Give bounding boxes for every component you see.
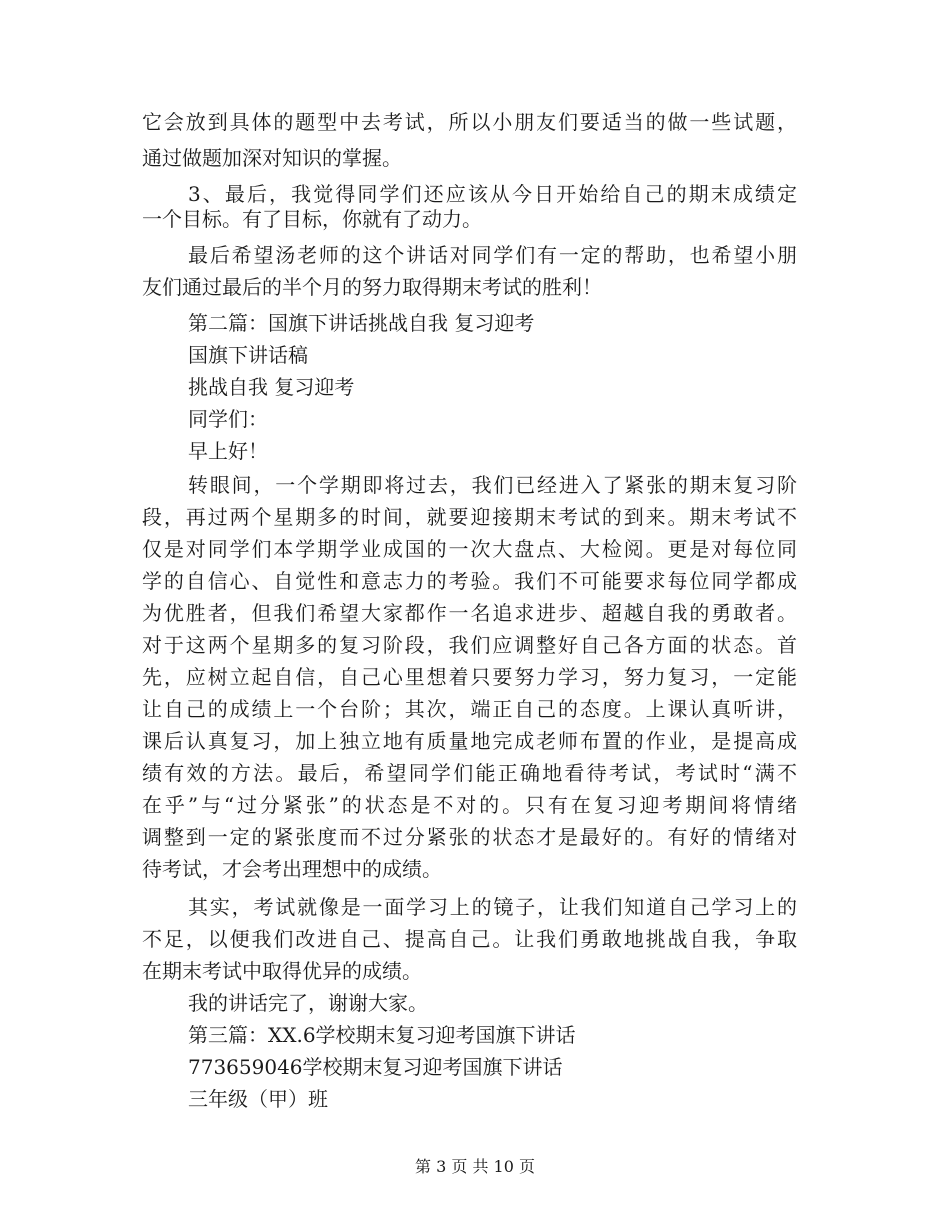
section-heading: 第二篇：国旗下讲话挑战自我 复习迎考 [188,311,535,335]
text-line: 学的自信心、自觉性和意志力的考验。我们不可能要求每位同学都成 [142,569,797,593]
closing-line: 我的讲话完了，谢谢大家。 [188,991,428,1015]
greeting: 早上好！ [188,439,268,463]
text-line: 友们通过最后的半个月的努力取得期末考试的胜利！ [142,275,602,299]
speech-title: 国旗下讲话稿 [188,343,308,367]
speech-subtitle: 挑战自我 复习迎考 [188,375,355,399]
text-line: 为优胜者，但我们希望大家都作一名追求进步、超越自我的勇敢者。 [142,601,797,625]
salutation: 同学们： [188,407,268,431]
text-line: 先，应树立起自信，自己心里想着只要努力学习，努力复习，一定能 [142,665,797,689]
class-name: 三年级（甲）班 [188,1087,328,1111]
text-line: 课后认真复习，加上独立地有质量地完成老师布置的作业，是提高成 [142,729,797,753]
text-line: 调整到一定的紧张度而不过分紧张的状态才是最好的。有好的情绪对 [142,825,797,849]
text-line: 最后希望汤老师的这个讲话对同学们有一定的帮助，也希望小朋 [188,243,797,267]
text-line: 它会放到具体的题型中去考试，所以小朋友们要适当的做一些试题， [142,110,797,134]
text-line: 在期末考试中取得优异的成绩。 [142,959,422,983]
text-line: 让自己的成绩上一个台阶；其次，端正自己的态度。上课认真听讲， [142,697,797,721]
text-line: 待考试，才会考出理想中的成绩。 [142,857,442,881]
text-line: 绩有效的方法。最后，希望同学们能正确地看待考试，考试时“满不 [142,761,797,785]
text-line: 在乎”与“过分紧张”的状态是不对的。只有在复习迎考期间将情绪 [142,793,797,817]
text-line: 段，再过两个星期多的时间，就要迎接期末考试的到来。期末考试不 [142,505,797,529]
text-line: 一个目标。有了目标，你就有了动力。 [142,207,482,231]
text-line: 对于这两个星期多的复习阶段，我们应调整好自己各方面的状态。首 [142,633,797,657]
text-line: 其实，考试就像是一面学习上的镜子，让我们知道自己学习上的 [188,895,797,919]
section-heading: 第三篇：XX.6学校期末复习迎考国旗下讲话 [188,1023,576,1047]
text-line: 仅是对同学们本学期学业成国的一次大盘点、大检阅。更是对每位同 [142,537,797,561]
page-footer: 第 3 页 共 10 页 [415,1157,535,1176]
text-line: 3、最后，我觉得同学们还应该从今日开始给自己的期末成绩定 [188,182,797,206]
text-line: 转眼间，一个学期即将过去，我们已经进入了紧张的期末复习阶 [188,473,797,497]
speech-title: 773659046学校期末复习迎考国旗下讲话 [188,1055,563,1079]
text-line: 不足，以便我们改进自己、提高自己。让我们勇敢地挑战自我，争取 [142,927,797,951]
text-line: 通过做题加深对知识的掌握。 [142,146,402,170]
